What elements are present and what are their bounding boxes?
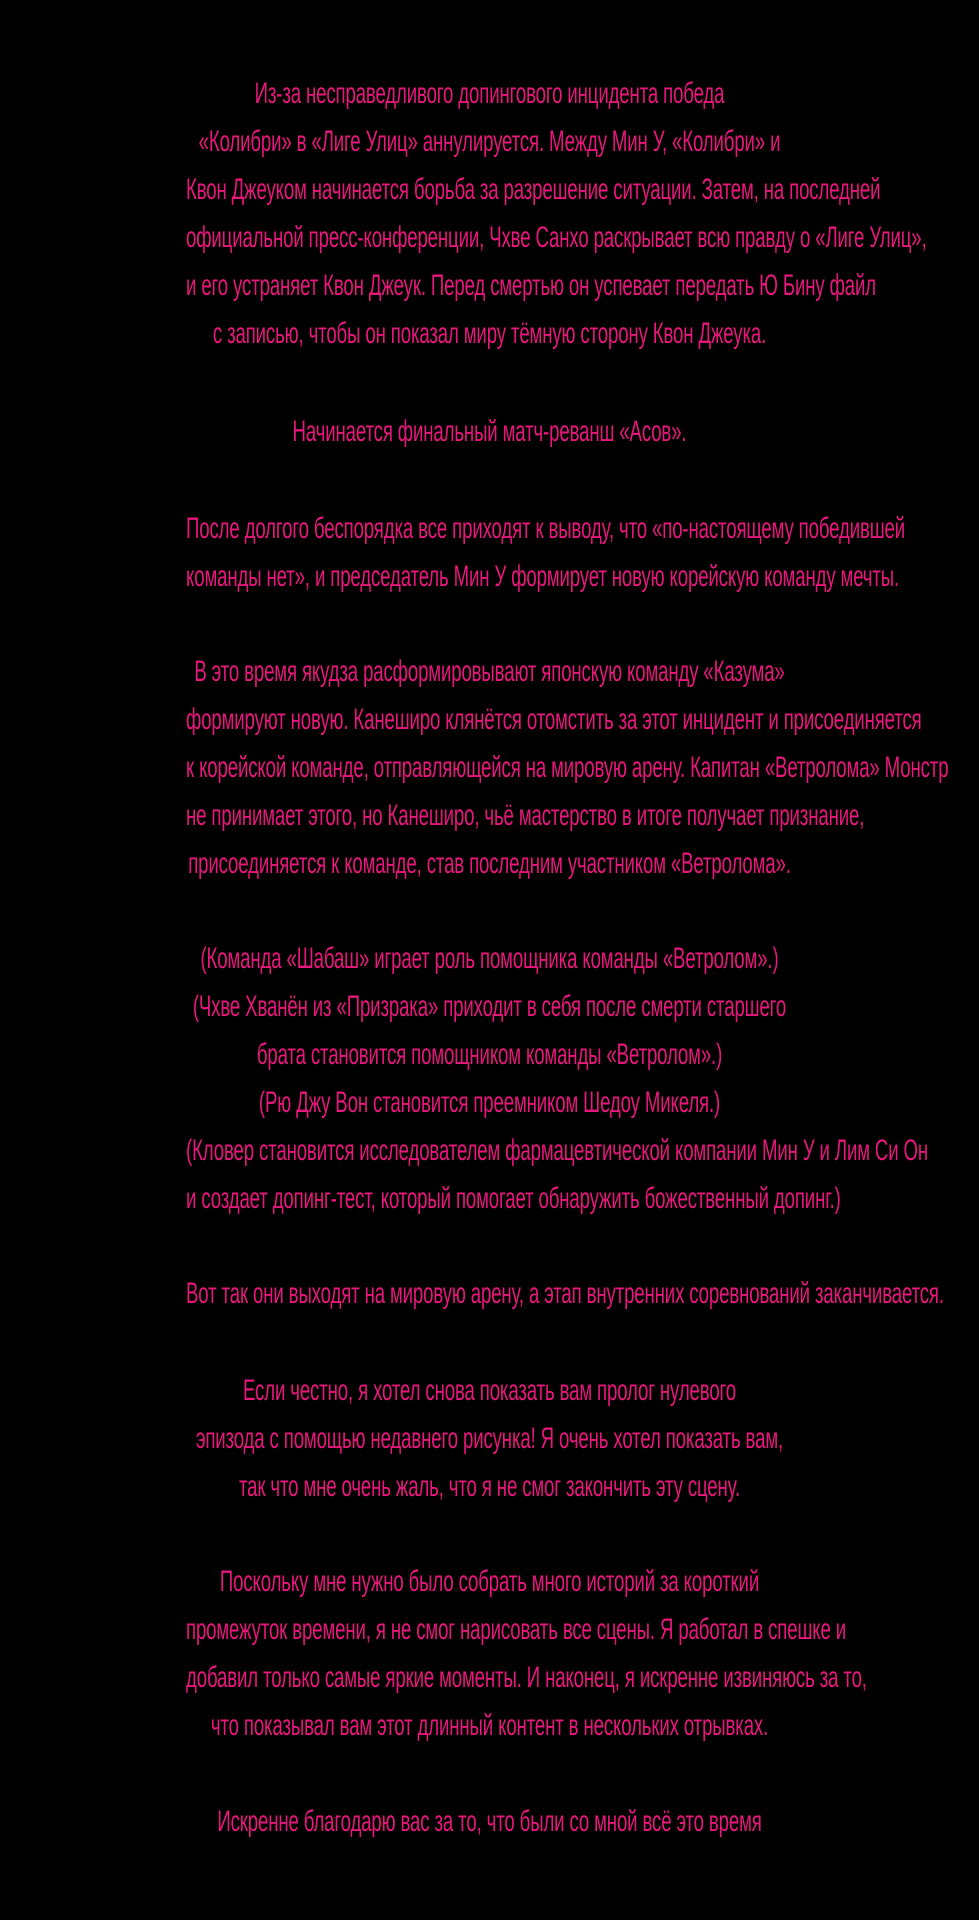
text-line: добавил только самые яркие моменты. И наконец, я искренне извиняюсь за то, (186, 1661, 867, 1694)
text-line: (Кловер становится исследователем фармацевтической компании Мин У и Лим Си Он (186, 1134, 929, 1167)
text-line: Начинается финальный матч-реванш «Асов». (292, 415, 687, 448)
text-line: После долгого беспорядка все приходят к выводу, что «по-настоящему победившей (186, 512, 906, 545)
text-line: Квон Джеуком начинается борьба за разрешение ситуации. Затем, на последней (186, 173, 881, 206)
paragraph-summary-incident (0, 70, 979, 358)
text-line: и создает допинг-тест, который помогает обнаружить божественный допинг.) (186, 1182, 841, 1215)
text-line: что показывал вам этот длинный контент в нескольких отрывках. (210, 1709, 769, 1742)
paragraph-final-match (0, 408, 979, 456)
text-line: Из-за несправедливого допингового инцидента победа (254, 77, 725, 110)
text-line: Если честно, я хотел снова показать вам пролог нулевого (242, 1374, 737, 1407)
text-line: (Команда «Шабаш» играет роль помощника команды «Ветролом».) (200, 942, 779, 975)
paragraph-author-apology (0, 1558, 979, 1750)
paragraph-thanks (0, 1798, 979, 1846)
text-line: «Колибри» в «Лиге Улиц» аннулируется. Между Мин У, «Колибри» и (198, 125, 781, 158)
text-line: Вот так они выходят на мировую арену, а этап внутренних соревнований заканчивается. (186, 1277, 944, 1310)
text-line: официальной пресс-конференции, Чхве Санхо раскрывает всю правду о «Лиге Улиц», (186, 221, 927, 254)
paragraph-kaneshiro (0, 648, 979, 888)
text-line: В это время якудза расформировывают японскую команду «Казума» (194, 655, 785, 688)
text-line: присоединяется к команде, став последним участником «Ветролома». (188, 847, 791, 880)
text-line: эпизода с помощью недавнего рисунка! Я очень хотел показать вам, (195, 1422, 784, 1455)
text-line: (Рю Джу Вон становится преемником Шедоу Микеля.) (258, 1086, 721, 1119)
text-line: Поскольку мне нужно было собрать много историй за короткий (219, 1565, 760, 1598)
text-line: не принимает этого, но Канеширо, чьё мастерство в итоге получает признание, (186, 799, 865, 832)
paragraph-author-prologue (0, 1367, 979, 1511)
paragraph-side-notes (0, 935, 979, 1223)
text-line: к корейской команде, отправляющейся на мировую арену. Капитан «Ветролома» Монстр (186, 751, 949, 784)
text-line: формируют новую. Канеширо клянётся отомстить за этот инцидент и присоединяется (186, 703, 922, 736)
text-line: команды нет», и председатель Мин У формирует новую корейскую команду мечты. (186, 560, 900, 593)
text-line: промежуток времени, я не смог нарисовать все сцены. Я работал в спешке и (186, 1613, 847, 1646)
text-line: (Чхве Хванён из «Призрака» приходит в себя после смерти старшего (192, 990, 787, 1023)
text-line: Искренне благодарю вас за то, что были со мной всё это время (217, 1805, 762, 1838)
text-line: так что мне очень жаль, что я не смог закончить эту сцену. (238, 1470, 741, 1503)
paragraph-world-arena (0, 1270, 979, 1318)
paragraph-dream-team (0, 505, 979, 601)
text-line: брата становится помощником команды «Ветролом».) (256, 1038, 723, 1071)
text-line: и его устраняет Квон Джеук. Перед смертью он успевает передать Ю Бину файл (186, 269, 877, 302)
text-line: с записью, чтобы он показал миру тёмную сторону Квон Джеука. (212, 317, 767, 350)
